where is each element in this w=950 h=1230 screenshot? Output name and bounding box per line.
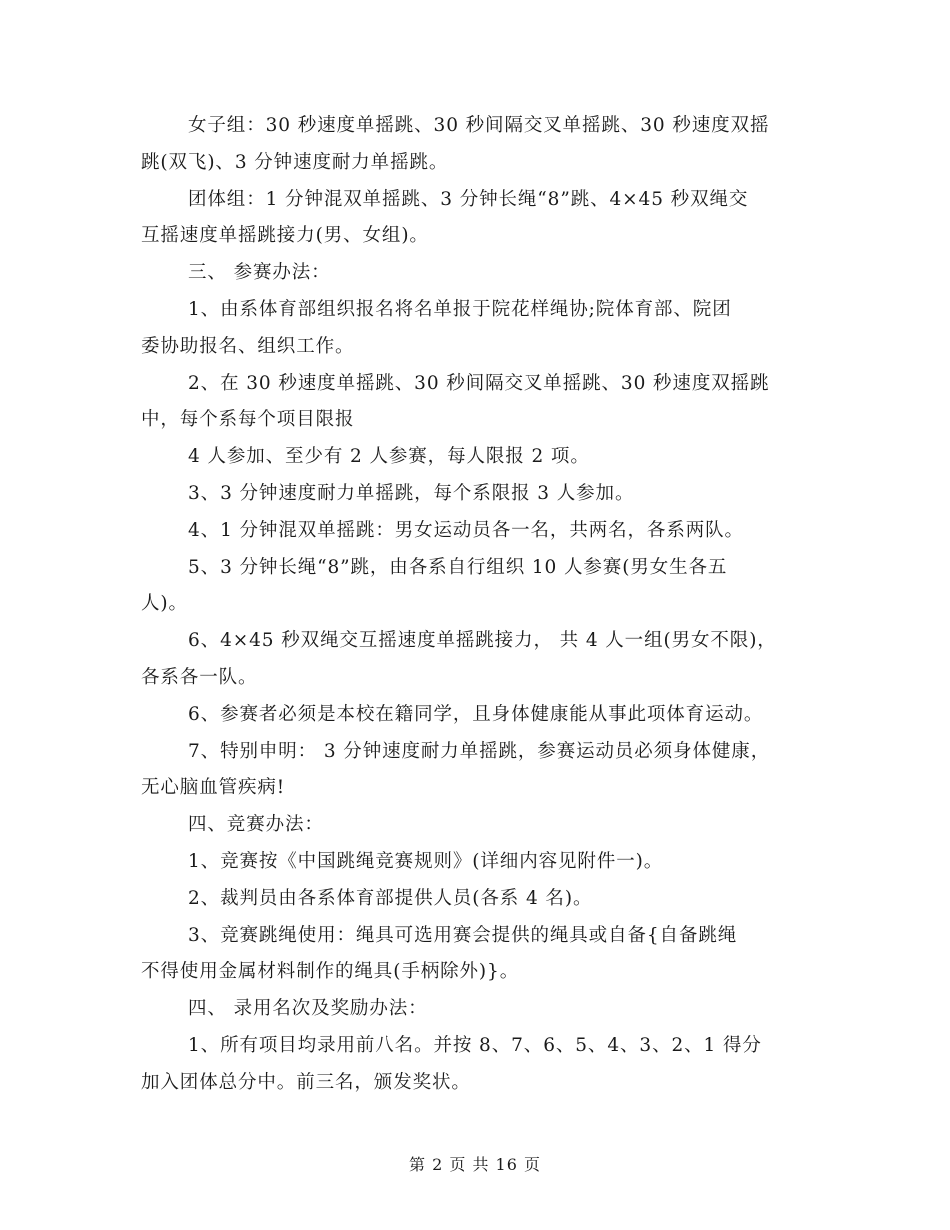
page-footer: 第 2 页 共 16 页	[409, 1155, 541, 1174]
text-line: 委协助报名、组织工作。	[141, 335, 355, 357]
text-line: 6、4×45 秒双绳交互摇速度单摇跳接力， 共 4 人一组(男女不限)，	[188, 630, 777, 652]
text-line: 3、竞赛跳绳使用：绳具可选用赛会提供的绳具或自备{自备跳绳	[188, 924, 738, 946]
text-line: 四、竞赛办法：	[188, 814, 324, 836]
text-line: 1、竞赛按《中国跳绳竞赛规则》(详细内容见附件一)。	[188, 850, 664, 872]
text-line: 各系各一队。	[141, 666, 258, 688]
text-line: 7、特别申明： 3 分钟速度耐力单摇跳，参赛运动员必须身体健康，	[188, 740, 771, 762]
text-line: 4、1 分钟混双单摇跳：男女运动员各一名，共两名，各系两队。	[188, 519, 744, 541]
text-line: 加入团体总分中。前三名，颁发奖状。	[141, 1071, 471, 1093]
text-line: 不得使用金属材料制作的绳具(手柄除外)}。	[141, 961, 520, 983]
text-line: 中，每个系每个项目限报	[141, 409, 355, 431]
text-line: 2、在 30 秒速度单摇跳、30 秒间隔交叉单摇跳、30 秒速度双摇跳	[188, 372, 770, 394]
text-line: 2、裁判员由各系体育部提供人员(各系 4 名)。	[188, 887, 593, 909]
text-line: 跳(双飞)、3 分钟速度耐力单摇跳。	[141, 151, 449, 173]
text-line: 女子组：30 秒速度单摇跳、30 秒间隔交叉单摇跳、30 秒速度双摇	[188, 115, 770, 136]
text-line: 6、参赛者必须是本校在籍同学，且身体健康能从事此项体育运动。	[188, 703, 764, 725]
text-line: 1、所有项目均录用前八名。并按 8、7、6、5、4、3、2、1 得分	[188, 1034, 762, 1056]
text-line: 1、由系体育部组织报名将名单报于院花样绳协;院体育部、院团	[188, 298, 732, 320]
text-line: 人)。	[141, 593, 188, 615]
text-line: 四、 录用名次及奖励办法：	[188, 998, 428, 1020]
text-line: 团体组：1 分钟混双单摇跳、3 分钟长绳“8”跳、4×45 秒双绳交	[188, 188, 749, 210]
text-line: 3、3 分钟速度耐力单摇跳，每个系限报 3 人参加。	[188, 482, 635, 504]
text-line: 4 人参加、至少有 2 人参赛，每人限报 2 项。	[188, 446, 590, 468]
text-line: 5、3 分钟长绳“8”跳，由各系自行组织 10 人参赛(男女生各五	[188, 556, 728, 578]
document-body	[141, 108, 831, 1102]
text-line: 互摇速度单摇跳接力(男、女组)。	[141, 225, 429, 247]
text-line: 无心脑血管疾病!	[141, 777, 286, 799]
text-line: 三、 参赛办法：	[188, 262, 331, 284]
